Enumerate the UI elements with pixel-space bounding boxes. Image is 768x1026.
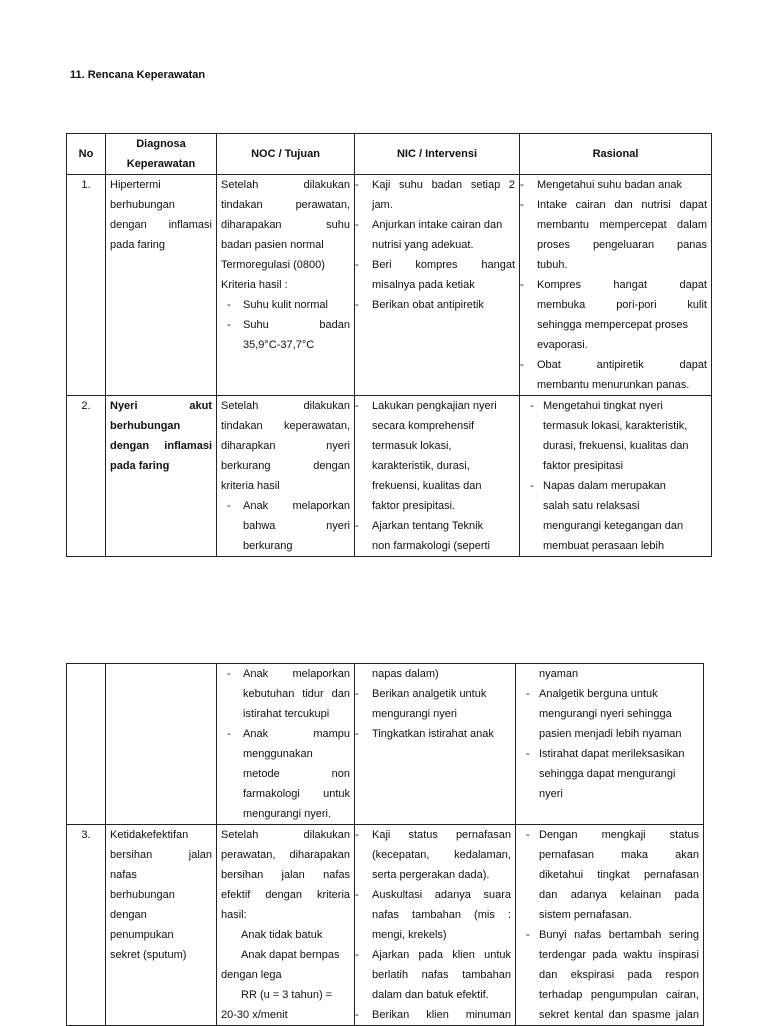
noc-cell: Setelah dilakukan tindakan perawatan, diharapakan suhu badan pasien normal Termoregulasi (0800) Kriteria hasil : - Suhu kulit normal - Suhu badan 35,9°C-37,7°C — [217, 175, 355, 396]
list-item: - Suhu badan — [221, 315, 350, 335]
list-item: - Anak melaporkan bahwa nyeri berkurang — [221, 496, 350, 556]
list-item: - Ajarkan pada klien untuk berlatih nafas tambahan dalam dan batuk efektif. — [355, 945, 511, 1005]
noc-cell: Setelah dilakukan perawatan, diharapakan bersihan jalan nafas efektif dengan kriteria hasil: Anak tidak batuk Anak dapat bernpas dengan lega RR (u = 3 tahun) = 20-30 x/menit — [217, 825, 355, 1026]
list-item: - Istirahat dapat merileksasikan sehingga dapat mengurangi nyeri — [516, 744, 699, 804]
list-item: - Ajarkan tentang Teknik non farmakologi (seperti — [355, 516, 515, 556]
list-item: - Suhu kulit normal — [221, 295, 350, 315]
list-item: - Mengetahui suhu badan anak — [520, 175, 707, 195]
list-item: - Berikan obat antipiretik — [355, 295, 515, 315]
list-item: - Kaji suhu badan setiap 2 jam. — [355, 175, 515, 215]
table-row — [67, 825, 704, 1026]
list-item: - Obat antipiretik dapat membantu menurunkan panas. — [520, 355, 707, 395]
table-row — [67, 396, 712, 557]
list-item: - Beri kompres hangat misalnya pada ketiak — [355, 255, 515, 295]
list-item: RR (u = 3 tahun) = — [241, 989, 333, 1001]
list-item: - Dengan mengkaji status pernafasan maka akan diketahui tingkat pernafasan dan adanya kelainan pada sistem pernafasan. — [516, 825, 699, 925]
diagnosa-cell: Hipertermi berhubungan dengan inflamasi pada faring — [106, 175, 217, 396]
col-no: No — [67, 134, 106, 175]
nic-cell: napas dalam) - Berikan analgetik untuk mengurangi nyeri - Tingkatkan istirahat anak — [355, 664, 516, 825]
section-heading: 11. Rencana Keperawatan — [70, 69, 206, 81]
list-item: - Berikan analgetik untuk mengurangi nyeri — [355, 684, 511, 724]
list-item: - Intake cairan dan nutrisi dapat membantu mempercepat dalam proses pengeluaran panas tubuh. — [520, 195, 707, 275]
nic-cell — [355, 175, 520, 396]
table-row — [67, 664, 704, 825]
list-item: - Anjurkan intake cairan dan nutrisi yang adekuat. — [355, 215, 515, 255]
list-item: Anak dapat bernpas — [241, 949, 340, 961]
list-item: - Napas dalam merupakan salah satu relaksasi mengurangi ketegangan dan membuat perasaan lebih — [520, 476, 707, 556]
rasional-cell — [520, 396, 712, 557]
diagnosa-cell: Ketidakefektifan bersihan jalan nafas berhubungan dengan penumpukan sekret (sputum) — [106, 825, 217, 1026]
row-number: 1. — [67, 175, 106, 396]
care-plan-table-2 — [66, 663, 704, 1026]
list-item: - Anak melaporkan kebutuhan tidur dan istirahat tercukupi — [221, 664, 350, 724]
col-noc: NOC / Tujuan — [217, 134, 355, 175]
col-rasional: Rasional — [520, 134, 712, 175]
row-number: 3. — [67, 825, 106, 1026]
list-item: - Berikan klien minuman — [355, 1005, 511, 1025]
row-number: 2. — [67, 396, 106, 557]
list-item: Anak tidak batuk — [241, 929, 323, 941]
header-row — [67, 134, 712, 175]
list-item: - Lakukan pengkajian nyeri secara komprehensif termasuk lokasi, karakteristik, durasi, frekuensi, kualitas dan faktor presipitasi. — [355, 396, 515, 516]
table-row — [67, 175, 712, 396]
rasional-cell — [520, 175, 712, 396]
nic-cell — [355, 396, 520, 557]
list-item: - Analgetik berguna untuk mengurangi nyeri sehingga pasien menjadi lebih nyaman — [516, 684, 699, 744]
care-plan-table-1 — [66, 133, 712, 557]
list-item: - Tingkatkan istirahat anak — [355, 724, 511, 744]
list-item: - Kaji status pernafasan (kecepatan, kedalaman, serta pergerakan dada). — [355, 825, 511, 885]
diagnosa-cell: Nyeri akut berhubungan dengan inflamasi pada faring — [106, 396, 217, 557]
list-item: - Auskultasi adanya suara nafas tambahan (mis : mengi, krekels) — [355, 885, 511, 945]
noc-cell: Setelah dilakukan tindakan keperawatan, diharapkan nyeri berkurang dengan kriteria hasil - Anak melaporkan bahwa nyeri berkurang — [217, 396, 355, 557]
rasional-cell: nyaman - Analgetik berguna untuk mengurangi nyeri sehingga pasien menjadi lebih nyaman - Istirahat dapat merileksasikan sehingga dapat mengurangi nyeri — [516, 664, 704, 825]
list-item: - Kompres hangat dapat membuka pori-pori kulit sehingga mempercepat proses evaporasi. — [520, 275, 707, 355]
nic-cell — [355, 825, 516, 1026]
rasional-cell — [516, 825, 704, 1026]
noc-cell — [217, 664, 355, 825]
col-nic: NIC / Intervensi — [355, 134, 520, 175]
list-item: - Mengetahui tingkat nyeri termasuk lokasi, karakteristik, durasi, frekuensi, kualitas dan faktor presipitasi — [520, 396, 707, 476]
list-item: - Anak mampu menggunakan metode non farmakologi untuk mengurangi nyeri. — [221, 724, 350, 824]
list-item: - Bunyi nafas bertambah sering terdengar pada waktu inspirasi dan ekspirasi pada respon terhadap pengumpulan cairan, sekret kental dan spasme jalan — [516, 925, 699, 1025]
col-diagnosa: Diagnosa Keperawatan — [106, 134, 217, 175]
